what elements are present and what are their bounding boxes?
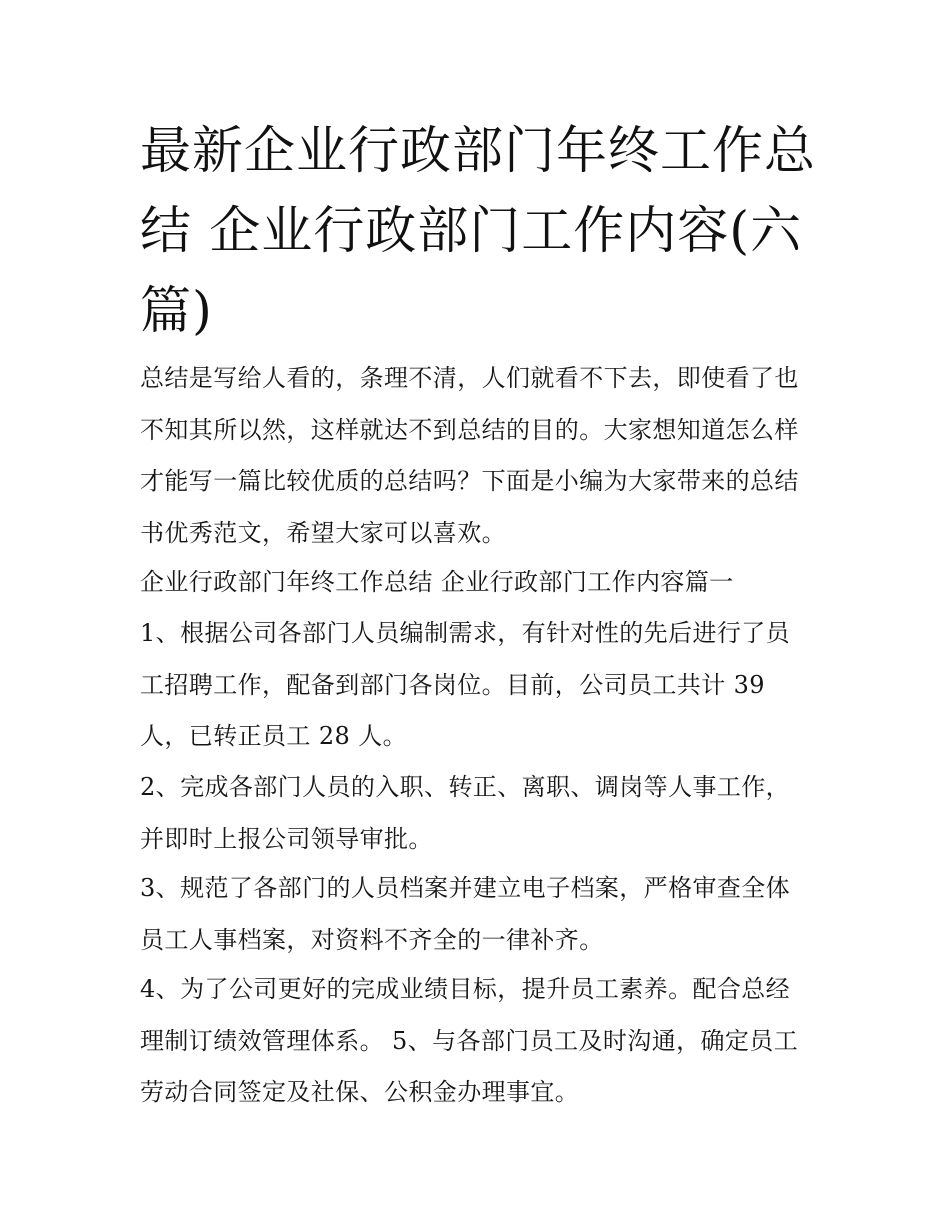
text-line: 企业行政部门年终工作总结 企业行政部门工作内容篇一	[140, 568, 734, 596]
list-item-4	[140, 964, 820, 1119]
text-line: 2、完成各部门人员的入职、转正、离职、调岗等人事工作，	[140, 773, 791, 801]
title-line: 篇)	[140, 282, 213, 341]
text-line: 总结是写给人看的，条理不清，人们就看不下去，即使看了也	[140, 364, 799, 392]
text-line: 才能写一篇比较优质的总结吗？下面是小编为大家带来的总结	[140, 467, 799, 495]
text-line: 工招聘工作，配备到部门各岗位。目前，公司员工共计 39	[140, 670, 765, 699]
section-heading	[140, 557, 820, 609]
text-line: 4、为了公司更好的完成业绩目标，提升员工素养。配合总经	[140, 975, 791, 1003]
intro-paragraph	[140, 353, 820, 559]
text-line: 并即时上报公司领导审批。	[140, 824, 433, 853]
text-line: 3、规范了各部门的人员档案并建立电子档案，严格审查全体	[140, 874, 791, 902]
list-item-3	[140, 863, 820, 966]
text-line: 员工人事档案，对资料不齐全的一律补齐。	[140, 925, 604, 954]
text-line: 书优秀范文，希望大家可以喜欢。	[140, 518, 506, 547]
text-line: 理制订绩效管理体系。 5、与各部门员工及时沟通，确定员工	[140, 1026, 799, 1055]
text-line: 人，已转正员工 28 人。	[140, 722, 407, 750]
list-item-1	[140, 608, 820, 763]
text-line: 1、根据公司各部门人员编制需求，有针对性的先后进行了员	[140, 619, 791, 647]
list-item-2	[140, 762, 820, 865]
title-line: 结 企业行政部门工作内容(六	[140, 202, 803, 261]
text-line: 不知其所以然，这样就达不到总结的目的。大家想知道怎么样	[140, 415, 799, 444]
text-line: 劳动合同签定及社保、公积金办理事宜。	[140, 1078, 580, 1106]
document-title	[140, 112, 817, 352]
title-line: 最新企业行政部门年终工作总	[140, 122, 817, 181]
